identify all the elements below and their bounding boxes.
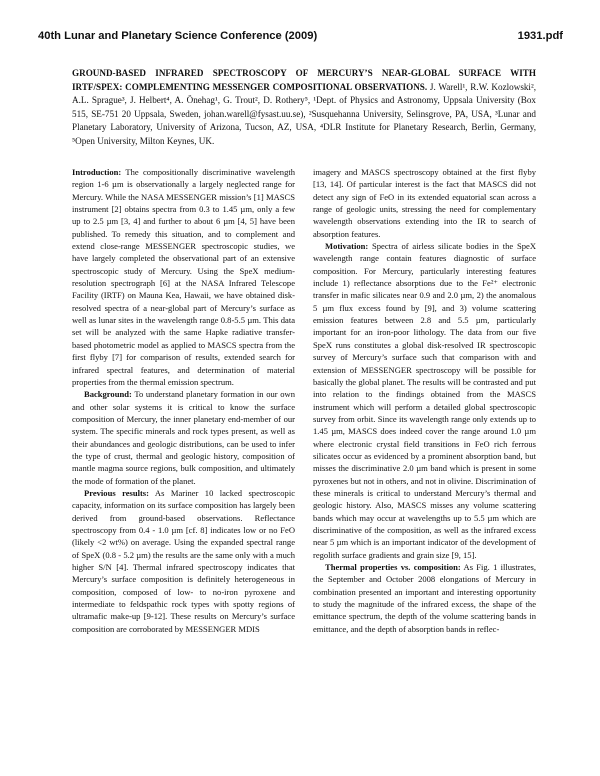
conference-title: 40th Lunar and Planetary Science Conference (2009) (38, 30, 318, 42)
continued-paragraph: imagery and MASCS spectroscopy obtained at the first flyby [13, 14]. Of particular interest is the fact that MASCS did not detect any sign of FeO in its extended equatorial scan across a range of geologic units, stressing the need for complementary wavelength observations extending into the IR to search of absorption features. (313, 167, 536, 239)
previous-results-text: As Mariner 10 lacked spectroscopic capacity, information on its surface composition has largely been derived from ground-based observations. Reflectance spectroscopy from 0.4 - 1.0 µm [cf. 8] indicates low or no FeO (likely <2 wt%) on average. Using the expanded spectral range of SpeX (0.8 - 5.2 µm) the results are the same only with a much higher S/N [4]. Thermal infrared spectroscopy indicates that Mercury’s surface composition is definitely heterogeneous in composition, composed of low- to no-iron pyroxene and intermediate to feldspathic rock types with spotty regions of ultramafic make-up [9-12]. These results on Mercury’s surface composition are corroborated by MESSENGER MDIS (72, 487, 295, 634)
motivation-heading: Motivation: (325, 241, 369, 252)
motivation-paragraph (313, 240, 536, 561)
left-column (72, 166, 295, 635)
thermal-paragraph (313, 561, 536, 635)
paper-id: 1931.pdf (517, 30, 563, 42)
right-column (313, 166, 536, 635)
paper-title: GROUND-BASED INFRARED SPECTROSCOPY OF MERCURY’S NEAR-GLOBAL SURFACE WITH IRTF/SPEX: COMPLEMENTING MESSENGER COMPOSITIONAL OBSERVATIONS. (72, 68, 536, 92)
previous-results-paragraph (72, 487, 295, 635)
background-heading: Background: (84, 389, 132, 400)
introduction-heading: Introduction: (72, 167, 122, 177)
title-block (72, 67, 536, 149)
introduction-paragraph (72, 166, 295, 388)
page-header (38, 30, 563, 46)
previous-results-heading: Previous results: (84, 487, 149, 498)
introduction-text: The compositionally discriminative wavelength region 1-6 µm is observationally a largely neglected range for Mercury. While the NASA MESSENGER mission’s [1] MASCS instrument [2] obtains spectra from 0.3 to 1.45 µm, only a few up to 2.5 µm [3, 4] and further to about 6 µm [4, 5] have been published. To remedy this situation, and to complement and extend close-range MESSENGER spectroscopic studies, we have largely completed the observational part of an extensive spectroscopic study of Mercury. Using the SpeX medium-resolution spectrograph [6] at the NASA Infrared Telescope Facility (IRTF) on Mauna Kea, Hawaii, we have obtained disk-resolved spectra of a near-global part of Mercury’s surface as well as lunar sites in the wavelength range 0.8-5.5 µm. This data set will be analyzed with the same Hapke radiative transfer-based photometric model as applied to MASCS spectra from the first flyby [7] for comparison of results, extended search for infrared spectral features, and determination of material properties from the thermal emission spectrum. (72, 167, 295, 387)
authors-affiliations: J. Warell¹, R.W. Kozlowski², A.L. Sprague³, J. Helbert⁴, A. Önehag¹, G. Trout², D. Rothery⁵, ¹Dept. of Physics and Astronomy, Uppsala University (Box 515, SE-751 20 Uppsala, Sweden, johan.warell@fysast.uu.se), ²Susquehanna University, Selinsgrove, PA, USA, ³Lunar and Planetary Laboratory, University of Arizona, Tucson, AZ, USA, ⁴DLR Institute for Planetary Research, Berlin, Germany, ⁵Open University, Milton Keynes, UK. (72, 81, 536, 146)
background-paragraph (72, 388, 295, 487)
motivation-text: Spectra of airless silicate bodies in the SpeX wavelength range contain features diagnostic of surface composition. For Mercury, particularly interesting features include 1) reflectance absorptions due to the Fe²⁺ electronic transfer in mafic silicates near 0.9 and 2.0 µm, 2) the anomalous 5 µm flux excess found by [9], and 3) volume scattering emission features between 2.8 and 5.5 µm, particularly important for an iron-poor lithology. The data from our five SpeX runs constitutes a global disk-resolved IR spectroscopic survey of Mercury’s surface such that comparison with and extension of MESSENGER spectroscopy will be possible for basically the global planet. The results will be contrasted and put into relation to the findings obtained from the MASCS instrument which will perform a detailed global spectroscopic survey from orbit. Since its wavelength range only extends up to 1.45 µm, MASCS does indeed cover the range around 1.0 µm where electronic crystal field transitions in FeO rich ferrous silicates occur as evidenced by a prominent absorption band, but misses the discriminative 2.0 µm band which is present in some pyroxenes but not in others, and not in olivine. Discrimination of these minerals is critical to understand Mercury’s thermal and geologic history. Also, MASCS misses any volume scattering bands which may occur at wavelengths up to 5.5 µm which are discriminative of the composition, as well as the infrared excess near 5 µm which is an important indicator of the development of regolith surface gradients and grain size [9, 15]. (313, 241, 536, 560)
thermal-text: As Fig. 1 illustrates, the September and October 2008 elongations of Mercury in combination presented an important and interesting opportunity to study the magnitude of the infrared excess, the shape of the emittance spectrum, the depth of the volume scattering bands in emittance, and the depth of absorption bands in reflec- (313, 562, 536, 634)
thermal-heading: Thermal properties vs. composition: (325, 562, 461, 572)
background-text: To understand planetary formation in our own and other solar systems it is critical to know the surface composition of Mercury, the inner planetary end-member of our system. The specific minerals and rock types present, as well as their abundances and geologic distributions, can be used to infer the type of crust, thermal and geologic history, composition of mantle magma source regions, bulk composition, and ultimately the mode of formation of the planet. (72, 389, 295, 486)
